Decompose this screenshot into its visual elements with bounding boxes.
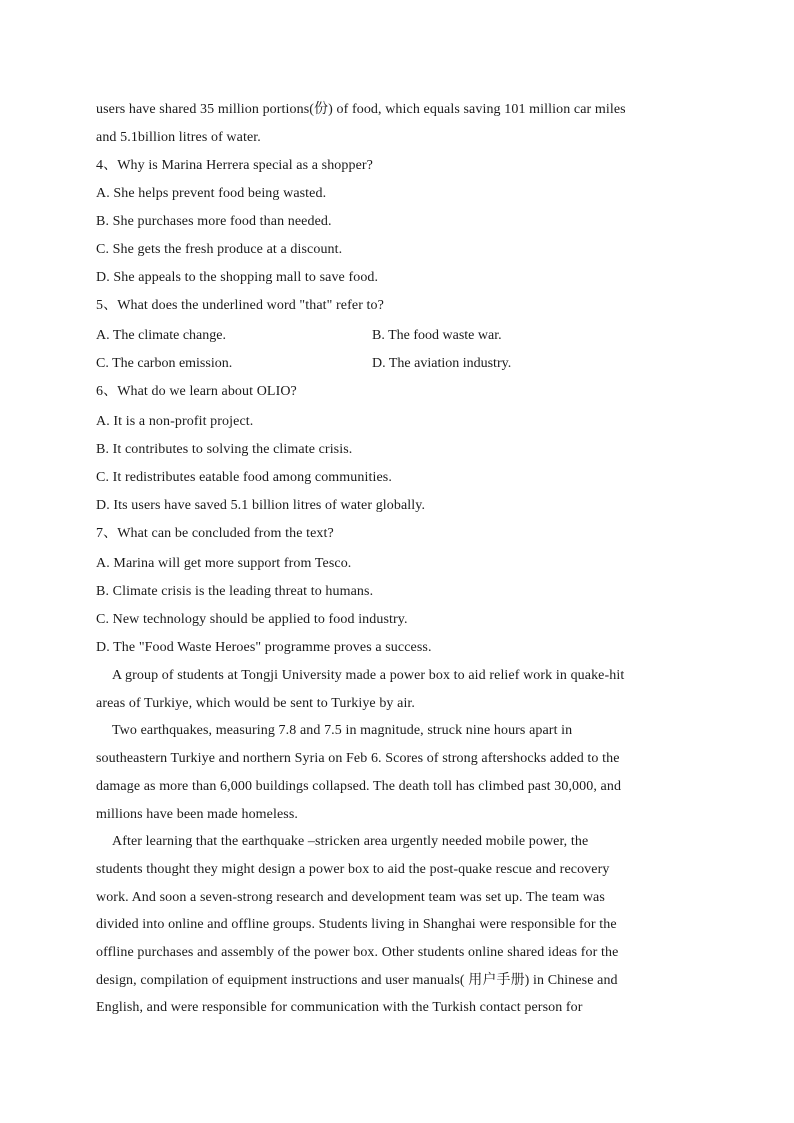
paragraph-line: A group of students at Tongji University made a power box to aid relief work in quake-hit [112, 668, 625, 683]
document-page [96, 96, 696, 1022]
option-c: C. The carbon emission. [96, 356, 233, 371]
question-7 [96, 520, 696, 662]
question-stem: 7、What can be concluded from the text? [96, 526, 334, 541]
option-row-2 [96, 350, 696, 378]
option-a: A. The climate change. [96, 328, 226, 343]
paragraph-line: damage as more than 6,000 buildings collapsed. The death toll has climbed past 30,000, and [96, 778, 622, 794]
question-stem: 5、What does the underlined word "that" refer to? [96, 298, 384, 313]
paragraph-line: design, compilation of equipment instructions and user manuals( 用户手册) in Chinese and [96, 972, 618, 988]
passage-paragraph-1 [96, 662, 696, 717]
option-b: B. The food waste war. [372, 328, 502, 343]
option-d: D. Its users have saved 5.1 billion litres of water globally. [96, 498, 426, 513]
option-d: D. She appeals to the shopping mall to save food. [96, 270, 379, 285]
paragraph-line: millions have been made homeless. [96, 806, 298, 822]
option-a: A. She helps prevent food being wasted. [96, 186, 327, 201]
paragraph-line: After learning that the earthquake –stricken area urgently needed mobile power, the [112, 834, 589, 850]
intro-line-1: users have shared 35 million portions(份) of food, which equals saving 101 million car miles [96, 102, 626, 117]
option-d: D. The aviation industry. [372, 356, 512, 371]
option-b: B. She purchases more food than needed. [96, 214, 332, 229]
question-5 [96, 292, 696, 378]
passage-paragraph-3 [96, 828, 696, 1022]
paragraph-line: divided into online and offline groups. Students living in Shanghai were responsible for the [96, 917, 617, 933]
option-a: A. Marina will get more support from Tesco. [96, 556, 352, 571]
option-d: D. The "Food Waste Heroes" programme proves a success. [96, 640, 432, 655]
option-c: C. It redistributes eatable food among communities. [96, 470, 392, 485]
intro-paragraph [96, 96, 696, 152]
paragraph-line: work. And soon a seven-strong research and development team was set up. The team was [96, 889, 605, 905]
paragraph-line: English, and were responsible for communication with the Turkish contact person for [96, 1000, 583, 1016]
intro-line-2: and 5.1billion litres of water. [96, 130, 261, 145]
question-stem: 4、Why is Marina Herrera special as a shopper? [96, 158, 374, 173]
paragraph-line: students thought they might design a power box to aid the post-quake rescue and recovery [96, 861, 610, 877]
paragraph-line: southeastern Turkiye and northern Syria on Feb 6. Scores of strong aftershocks added to the [96, 751, 620, 767]
paragraph-line: Two earthquakes, measuring 7.8 and 7.5 in magnitude, struck nine hours apart in [112, 723, 573, 739]
paragraph-line: offline purchases and assembly of the power box. Other students online shared ideas for the [96, 945, 619, 961]
option-c: C. She gets the fresh produce at a discount. [96, 242, 343, 257]
passage-paragraph-2 [96, 717, 696, 828]
question-4 [96, 152, 696, 292]
question-6 [96, 378, 696, 520]
passage [96, 662, 696, 1022]
option-b: B. It contributes to solving the climate crisis. [96, 442, 353, 457]
option-c: C. New technology should be applied to food industry. [96, 612, 408, 627]
option-row-1 [96, 322, 696, 350]
option-a: A. It is a non-profit project. [96, 414, 254, 429]
paragraph-line: areas of Turkiye, which would be sent to Turkiye by air. [96, 695, 416, 711]
option-b: B. Climate crisis is the leading threat to humans. [96, 584, 374, 599]
question-stem: 6、What do we learn about OLIO? [96, 384, 297, 399]
